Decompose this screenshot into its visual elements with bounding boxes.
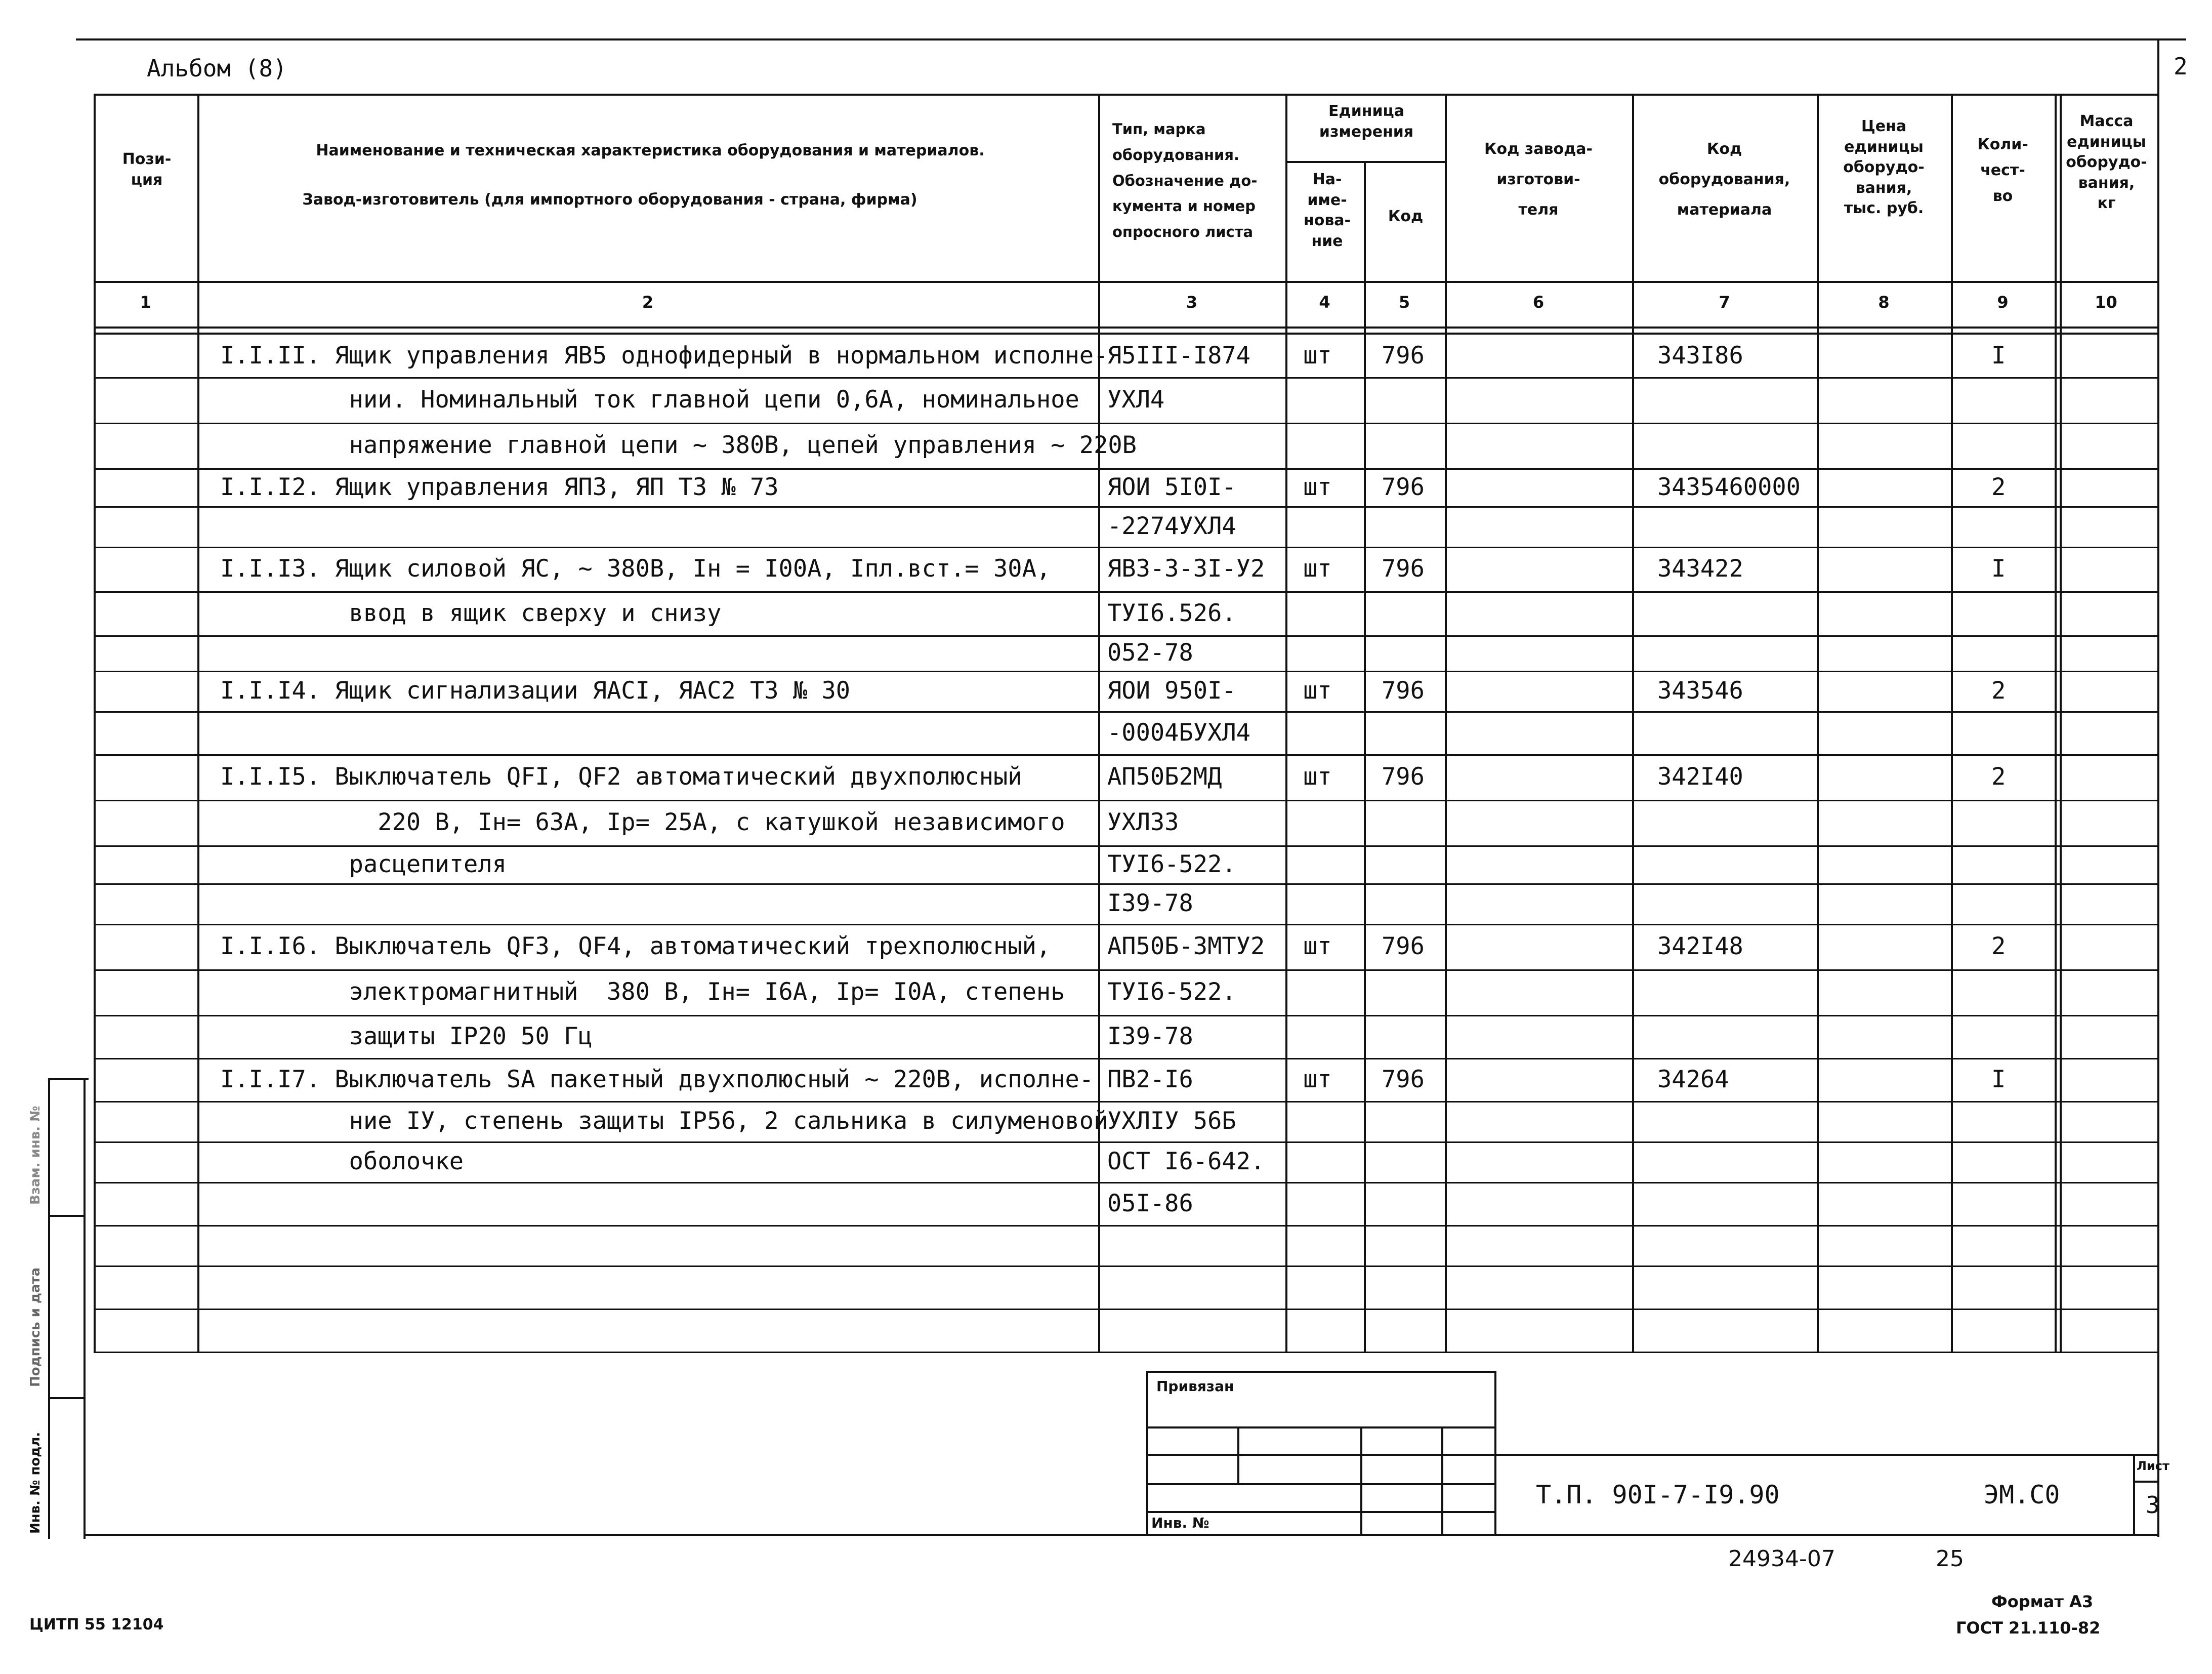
row-type: 05I-86 (1107, 1189, 1193, 1217)
row-equipment-code: 343546 (1657, 677, 1743, 705)
row-unit-name: шт (1303, 555, 1332, 583)
side-stamp-div2 (48, 1397, 84, 1399)
number-row-double-line (94, 333, 2158, 335)
row-quantity: 2 (1991, 677, 2006, 705)
row-unit-name: шт (1303, 932, 1332, 960)
row-type: ЯВЗ-3-3I-У2 (1107, 555, 1265, 583)
header-equipment-code: Код оборудования, материала (1658, 140, 1790, 219)
row-quantity: I (1991, 341, 2006, 370)
column-number-10: 10 (2095, 293, 2117, 312)
row-type: Я5III-I874 (1107, 341, 1250, 370)
row-unit-code: 796 (1382, 555, 1425, 583)
table-row-line (94, 754, 2158, 756)
side-label-vzam: Взам. инв. № (28, 1106, 43, 1205)
side-stamp-top (48, 1078, 89, 1080)
row-description: ние IУ, степень защиты IP56, 2 сальника в силуменовой (220, 1107, 1108, 1135)
registration-number: 24934-07 (1728, 1546, 1835, 1572)
row-description: нии. Номинальный ток главной цепи 0,6А, номинальное (220, 386, 1079, 414)
stamp-inv-label: Инв. № (1151, 1515, 1209, 1531)
stamp-col-1 (1237, 1426, 1239, 1485)
table-row-line (94, 591, 2158, 593)
row-description: ввод в ящик сверху и снизу (220, 599, 722, 627)
column-number-5: 5 (1398, 293, 1410, 312)
row-unit-name: шт (1303, 677, 1332, 705)
header-position: Пози- ция (122, 150, 172, 189)
row-type: ЯОИ 5I0I- (1107, 473, 1236, 501)
table-row-line (94, 924, 2158, 925)
row-description: I.I.I4. Ящик сигнализации ЯАСI, ЯАС2 ТЗ № 30 (220, 677, 851, 705)
corner-number: 2 (2174, 53, 2188, 80)
row-type: УХЛЗ3 (1107, 808, 1179, 836)
stamp-list-left (2133, 1454, 2135, 1535)
page-number: 25 (1936, 1546, 1964, 1572)
table-row-line (94, 1101, 2158, 1103)
side-label-signature: Подпись и дата (28, 1267, 43, 1387)
column-number-9: 9 (1997, 293, 2009, 312)
header-unit-code: Код (1388, 208, 1424, 225)
row-type: -2274УХЛ4 (1107, 512, 1236, 540)
column-line-2 (1098, 94, 1100, 1352)
row-equipment-code: 343I86 (1657, 341, 1743, 370)
row-type: АП50Б-3МТУ2 (1107, 932, 1265, 960)
row-quantity: 2 (1991, 473, 2006, 501)
table-row-line (94, 423, 2158, 424)
header-type: Тип, марка оборудования. Обозначение до- кумента и номер опросного листа (1112, 120, 1258, 240)
column-line-4 (1364, 161, 1366, 1352)
stamp-col-2 (1360, 1426, 1362, 1535)
column-line-mass-double (2060, 94, 2062, 1352)
row-description: расцепителя (220, 850, 507, 878)
row-type: УХЛIУ 56Б (1107, 1107, 1236, 1135)
row-type: ЯОИ 950I- (1107, 677, 1236, 705)
stamp-col-3 (1441, 1426, 1443, 1535)
header-name-line2: Завод-изготовитель (для импортного оборудования - страна, фирма) (302, 191, 917, 209)
column-line-0 (94, 94, 96, 1352)
row-type: ТУI6-522. (1107, 850, 1236, 878)
row-equipment-code: 3435460000 (1657, 473, 1801, 501)
stamp-main-top (1494, 1454, 2157, 1456)
column-line-5 (1445, 94, 1447, 1352)
row-type: УХЛ4 (1107, 386, 1165, 414)
table-row-line (94, 1141, 2158, 1143)
row-type: I39-78 (1107, 889, 1193, 917)
column-number-1: 1 (140, 293, 151, 312)
sheet-number: 3 (2146, 1491, 2160, 1519)
row-quantity: 2 (1991, 932, 2006, 960)
table-row-line (94, 1352, 2158, 1353)
table-row-line (94, 1225, 2158, 1227)
table-row-line (94, 1058, 2158, 1059)
row-description: I.I.I7. Выключатель SA пакетный двухполюсный ~ 220В, исполне- (220, 1065, 1094, 1093)
top-frame-line (76, 38, 2186, 40)
row-unit-code: 796 (1382, 341, 1425, 370)
header-price: Цена единицы оборудо- вания, тыс. руб. (1843, 117, 1925, 217)
row-description: 220 В, Iн= 63А, Iр= 25А, с катушкой независимого (220, 808, 1065, 836)
row-unit-name: шт (1303, 763, 1332, 791)
side-label-inv: Инв. № подл. (28, 1432, 43, 1534)
column-line-7 (1817, 94, 1819, 1352)
number-row-bottom-line (94, 326, 2158, 329)
table-top-line (94, 94, 2158, 96)
row-quantity: I (1991, 1065, 2006, 1093)
row-type: ПВ2-I6 (1107, 1065, 1193, 1093)
row-unit-code: 796 (1382, 932, 1425, 960)
table-row-line (94, 547, 2158, 548)
column-number-4: 4 (1319, 293, 1330, 312)
stamp-list-div (2133, 1481, 2158, 1483)
row-description: I.I.I6. Выключатель QF3, QF4, автоматический трехполюсный, (220, 932, 1051, 960)
side-stamp-line2 (84, 1078, 86, 1539)
header-mass: Масса единицы оборудо- вания, кг (2066, 112, 2147, 212)
row-type: АП50Б2МД (1107, 763, 1222, 791)
stamp-bottom-frame (84, 1534, 2158, 1536)
table-row-line (94, 377, 2158, 379)
header-quantity: Коли- чест- во (1977, 136, 2028, 205)
column-number-8: 8 (1878, 293, 1890, 312)
row-unit-code: 796 (1382, 763, 1425, 791)
column-number-7: 7 (1719, 293, 1730, 312)
album-label: Альбом (8) (147, 55, 287, 82)
row-description: I.I.II. Ящик управления ЯВ5 однофидерный в нормальном исполне- (220, 341, 1108, 370)
column-line-3 (1285, 94, 1287, 1352)
row-quantity: 2 (1991, 763, 2006, 791)
table-row-line (94, 671, 2158, 672)
header-name-line1: Наименование и техническая характеристика оборудования и материалов. (316, 142, 985, 159)
row-description: I.I.I3. Ящик силовой ЯС, ~ 380В, Iн = I00А, Iпл.вст.= 30А, (220, 555, 1051, 583)
corner-divider (2157, 40, 2159, 91)
side-stamp-div1 (48, 1215, 84, 1217)
row-equipment-code: 342I48 (1657, 932, 1743, 960)
table-row-line (94, 1265, 2158, 1267)
table-row-line (94, 711, 2158, 713)
table-row-line (94, 635, 2158, 637)
row-type: 052-78 (1107, 639, 1193, 667)
sheet-label: Лист (2137, 1459, 2169, 1473)
column-line-1 (197, 94, 199, 1352)
document-mark: ЭМ.С0 (1984, 1480, 2060, 1509)
row-unit-code: 796 (1382, 473, 1425, 501)
column-line-8 (1951, 94, 1953, 1352)
row-unit-name: шт (1303, 473, 1332, 501)
side-stamp-line1 (48, 1078, 50, 1539)
row-unit-name: шт (1303, 341, 1332, 370)
table-row-line (94, 1309, 2158, 1310)
row-equipment-code: 342I40 (1657, 763, 1743, 791)
header-factory-code: Код завода- изготови- теля (1484, 140, 1593, 219)
table-row-line (94, 506, 2158, 508)
document-code: Т.П. 90I-7-I9.90 (1536, 1480, 1780, 1509)
stamp-privyazan-top (1146, 1371, 1495, 1373)
table-row-line (94, 468, 2158, 470)
column-line-10 (2157, 94, 2159, 1352)
stamp-privyazan-label: Привязан (1156, 1378, 1234, 1395)
row-equipment-code: 34264 (1657, 1065, 1729, 1093)
row-unit-code: 796 (1382, 677, 1425, 705)
publisher-label: ЦИТП 55 12104 (29, 1616, 164, 1634)
row-type: ТУI6-522. (1107, 978, 1236, 1006)
row-description: защиты IP20 50 Гц (220, 1022, 593, 1050)
row-description: напряжение главной цепи ~ 380В, цепей управления ~ 220В (220, 431, 1137, 459)
row-unit-code: 796 (1382, 1065, 1425, 1093)
column-line-9 (2055, 94, 2057, 1352)
row-type: ОСТ I6-642. (1107, 1148, 1265, 1175)
column-number-2: 2 (642, 293, 654, 312)
table-row-line (94, 1015, 2158, 1016)
row-type: I39-78 (1107, 1022, 1193, 1050)
header-bottom-line (94, 281, 2158, 283)
header-unit-name: На- име- нова- ние (1303, 171, 1351, 250)
column-line-6 (1632, 94, 1634, 1352)
column-number-6: 6 (1532, 293, 1545, 312)
row-type: -0004БУХЛ4 (1107, 718, 1250, 747)
table-row-line (94, 800, 2158, 801)
table-row-line (94, 845, 2158, 847)
table-row-line (94, 1182, 2158, 1183)
table-row-line (94, 883, 2158, 885)
row-description: оболочке (220, 1148, 464, 1175)
row-equipment-code: 343422 (1657, 555, 1743, 583)
table-row-line (94, 969, 2158, 971)
header-unit-group: Единица измерения (1319, 102, 1414, 141)
format-label: Формат А3 (1991, 1592, 2094, 1611)
row-type: ТУI6.526. (1107, 599, 1236, 627)
row-description: I.I.I2. Ящик управления ЯП3, ЯП ТЗ № 73 (220, 473, 779, 501)
column-number-3: 3 (1186, 293, 1198, 312)
row-quantity: I (1991, 555, 2006, 583)
row-description: I.I.I5. Выключатель QFI, QF2 автоматический двухполюсный (220, 763, 1022, 791)
gost-label: ГОСТ 21.110-82 (1956, 1618, 2101, 1638)
row-unit-name: шт (1303, 1065, 1332, 1093)
row-description: электромагнитный 380 В, Iн= I6А, Iр= I0А, степень (220, 978, 1065, 1006)
